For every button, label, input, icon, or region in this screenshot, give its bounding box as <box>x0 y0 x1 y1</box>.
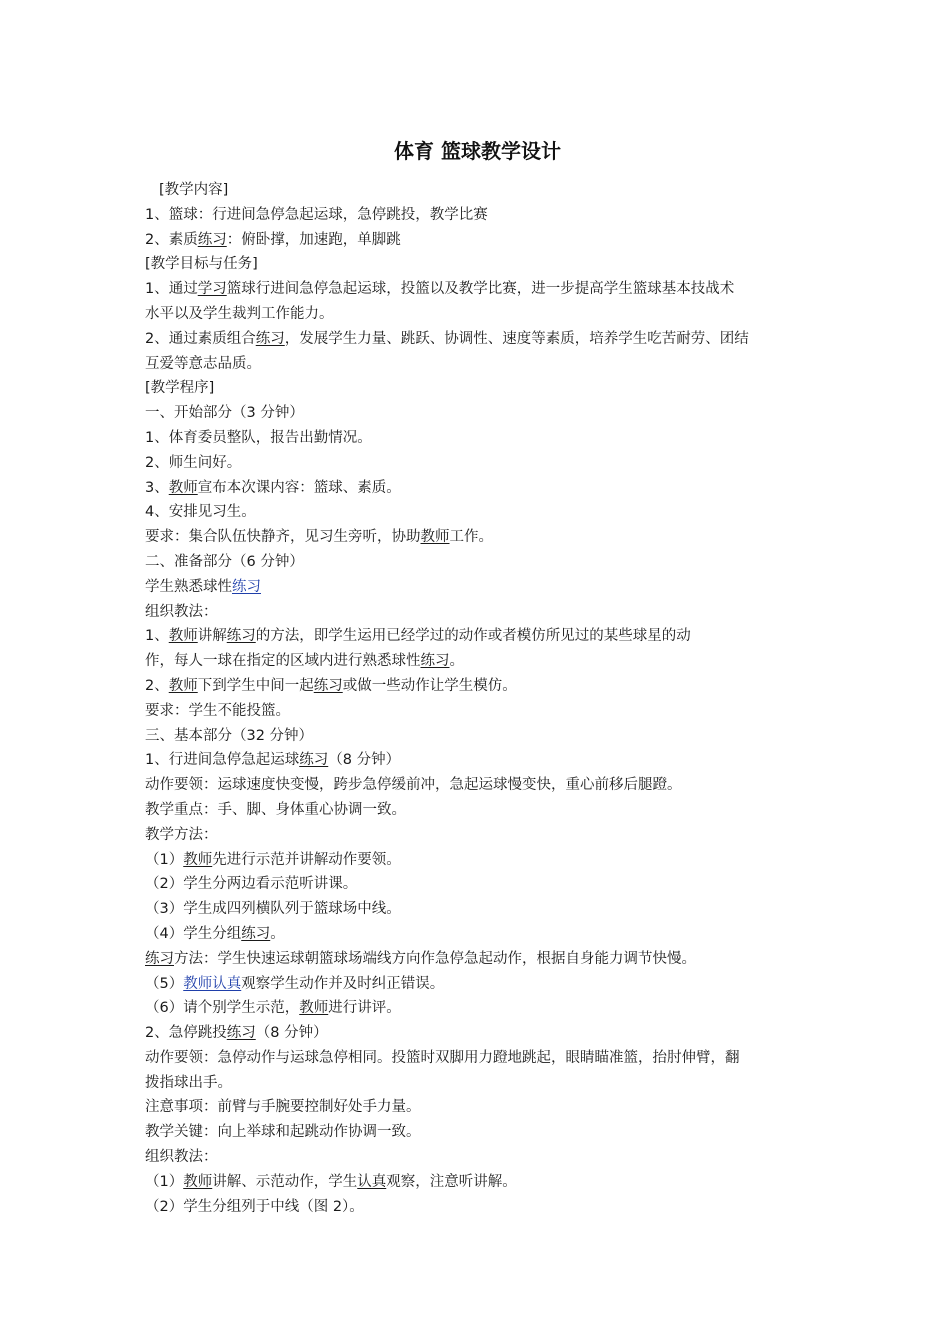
text-run: 动作要领：运球速度快变慢，跨步急停缓前冲，急起运球慢变快，重心前移后腿蹬。 <box>145 777 682 794</box>
text-run: 2、急停跳投 <box>145 1025 227 1042</box>
underlined-term: 教师 <box>183 1173 213 1190</box>
text-line <box>145 872 810 897</box>
text-line <box>145 1170 810 1195</box>
document-body <box>145 178 810 1219</box>
text-run: ：俯卧撑，加速跑，单脚跳 <box>226 231 401 248</box>
underlined-term: 练习 <box>420 653 450 670</box>
text-run: 2、素质 <box>145 231 198 248</box>
text-run: （1） <box>145 1173 184 1190</box>
text-run: （6）请个别学生示范， <box>145 1000 300 1017</box>
text-line <box>145 773 810 798</box>
text-run: 动作要领：急停动作与运球急停相同。投篮时双脚用力蹬地跳起，眼睛瞄准篮，抬肘伸臂，翻 <box>145 1049 740 1066</box>
underlined-term: 教师 <box>168 628 198 645</box>
text-line <box>145 1071 810 1096</box>
document-page <box>145 136 810 1219</box>
text-line <box>145 1120 810 1145</box>
text-run: （8 分钟） <box>255 1025 328 1042</box>
text-line <box>145 897 810 922</box>
underlined-term: 教师 <box>183 851 213 868</box>
text-run: 注意事项：前臂与手腕要控制好处手力量。 <box>145 1099 421 1116</box>
underlined-term: 练习 <box>241 925 271 942</box>
text-line <box>145 327 810 352</box>
text-run: 2、师生问好。 <box>145 454 242 471</box>
text-run: （3）学生成四列横队列于篮球场中线。 <box>145 901 401 918</box>
text-run: 拨指球出手。 <box>145 1074 232 1091</box>
text-line <box>145 823 810 848</box>
text-line <box>145 699 810 724</box>
hyperlink[interactable]: 练习 <box>232 578 261 595</box>
text-run: 一、开始部分（3 分钟） <box>145 405 304 422</box>
text-run: 3、 <box>145 479 169 496</box>
text-run: 4、安排见习生。 <box>145 504 256 521</box>
hyperlink[interactable]: 教师认真 <box>183 975 242 992</box>
text-run: 教学方法： <box>145 826 218 843</box>
text-run: 1、行进间急停急起运球 <box>145 752 300 769</box>
text-run: 作，每人一球在指定的区域内进行熟悉球性 <box>145 653 421 670</box>
text-run: 水平以及学生裁判工作能力。 <box>145 305 334 322</box>
text-line <box>145 674 810 699</box>
text-line <box>145 1195 810 1220</box>
text-line <box>145 600 810 625</box>
text-line <box>145 376 810 401</box>
text-line <box>145 178 810 203</box>
text-run: [教学内容] <box>159 182 229 198</box>
text-run: 教学重点：手、脚、身体重心协调一致。 <box>145 801 406 818</box>
underlined-term: 练习 <box>226 628 256 645</box>
text-run: 互爱等意志品质。 <box>145 355 261 372</box>
text-line <box>145 922 810 947</box>
underlined-term: 学习 <box>197 281 227 298</box>
text-run: 2、通过素质组合 <box>145 330 256 347</box>
text-line <box>145 401 810 426</box>
text-run: 要求：学生不能投篮。 <box>145 702 290 719</box>
text-run: 1、通过 <box>145 281 198 298</box>
text-run: 。 <box>449 653 464 670</box>
text-run: 工作。 <box>449 529 493 546</box>
underlined-term: 教师 <box>168 479 198 496</box>
text-line <box>145 624 810 649</box>
text-line <box>145 451 810 476</box>
text-line <box>145 426 810 451</box>
text-run: 方法：学生快速运球朝篮球场端线方向作急停急起动作，根据自身能力调节快慢。 <box>174 950 696 967</box>
text-run: [教学程序] <box>145 380 215 397</box>
text-line <box>145 1046 810 1071</box>
text-line <box>145 500 810 525</box>
underlined-term: 教师 <box>420 529 450 546</box>
text-run: 篮球行进间急停急起运球，投篮以及教学比赛，进一步提高学生篮球基本技战术 <box>226 281 735 298</box>
text-run: [教学目标与任务] <box>145 256 258 273</box>
text-run: 宣布本次课内容：篮球、素质。 <box>197 479 401 496</box>
text-run: （2）学生分组列于中线（图 2）。 <box>145 1198 364 1215</box>
text-run: 1、篮球：行进间急停急起运球，急停跳投，教学比赛 <box>145 206 488 223</box>
text-line <box>145 277 810 302</box>
text-run: 要求：集合队伍快静齐，见习生旁听，协助 <box>145 529 421 546</box>
text-run: 下到学生中间一起 <box>197 677 314 694</box>
text-run: （4）学生分组 <box>145 925 242 942</box>
text-line <box>145 1145 810 1170</box>
text-line <box>145 972 810 997</box>
text-run: （2）学生分两边看示范听讲课。 <box>145 876 358 893</box>
text-line <box>145 848 810 873</box>
underlined-term: 练习 <box>255 330 285 347</box>
text-run: 。 <box>270 925 285 942</box>
underlined-term: 练习 <box>299 752 329 769</box>
text-run: （8 分钟） <box>328 752 401 769</box>
text-line <box>145 228 810 253</box>
text-line <box>145 476 810 501</box>
text-line <box>145 302 810 327</box>
underlined-term: 练习 <box>226 1025 256 1042</box>
text-run: 教学关键：向上举球和起跳动作协调一致。 <box>145 1124 421 1141</box>
text-line <box>145 203 810 228</box>
text-run: ，发展学生力量、跳跃、协调性、速度等素质，培养学生吃苦耐劳、团结 <box>284 330 749 347</box>
text-run: 三、基本部分（32 分钟） <box>145 727 314 744</box>
text-line <box>145 550 810 575</box>
text-run: 组织教法： <box>145 1149 218 1166</box>
text-line <box>145 352 810 377</box>
text-run: 1、 <box>145 628 169 645</box>
text-run: 先进行示范并讲解动作要领。 <box>212 851 401 868</box>
text-run: 观察学生动作并及时纠正错误。 <box>241 975 445 992</box>
text-line <box>145 252 810 277</box>
text-run: （1） <box>145 851 184 868</box>
text-line <box>145 1095 810 1120</box>
text-run: 二、准备部分（6 分钟） <box>145 553 304 570</box>
document-title: 体育 篮球教学设计 <box>394 139 561 163</box>
underlined-term: 练习 <box>313 677 343 694</box>
text-run: 观察，注意听讲解。 <box>386 1173 517 1190</box>
text-run: 1、体育委员整队，报告出勤情况。 <box>145 429 372 446</box>
text-line <box>145 575 810 600</box>
underlined-term: 练习 <box>145 950 174 967</box>
text-run: 的方法，即学生运用已经学过的动作或者模仿所见过的某些球星的动 <box>255 628 691 645</box>
text-run: 2、 <box>145 677 169 694</box>
underlined-term: 教师 <box>168 677 198 694</box>
text-line <box>145 996 810 1021</box>
underlined-term: 练习 <box>197 231 227 248</box>
underlined-term: 教师 <box>299 1000 329 1017</box>
underlined-term: 认真 <box>357 1173 387 1190</box>
text-line <box>145 798 810 823</box>
text-line <box>145 724 810 749</box>
text-line <box>145 947 810 972</box>
text-run: 学生熟悉球性 <box>145 578 232 595</box>
text-run: 讲解、示范动作，学生 <box>212 1173 358 1190</box>
text-run: （5） <box>145 975 184 992</box>
text-run: 或做一些动作让学生模仿。 <box>342 677 517 694</box>
text-line <box>145 649 810 674</box>
text-run: 讲解 <box>197 628 227 645</box>
text-line <box>145 1021 810 1046</box>
text-run: 进行讲评。 <box>328 1000 401 1017</box>
text-run: 组织教法： <box>145 603 218 620</box>
text-line <box>145 748 810 773</box>
text-line <box>145 525 810 550</box>
